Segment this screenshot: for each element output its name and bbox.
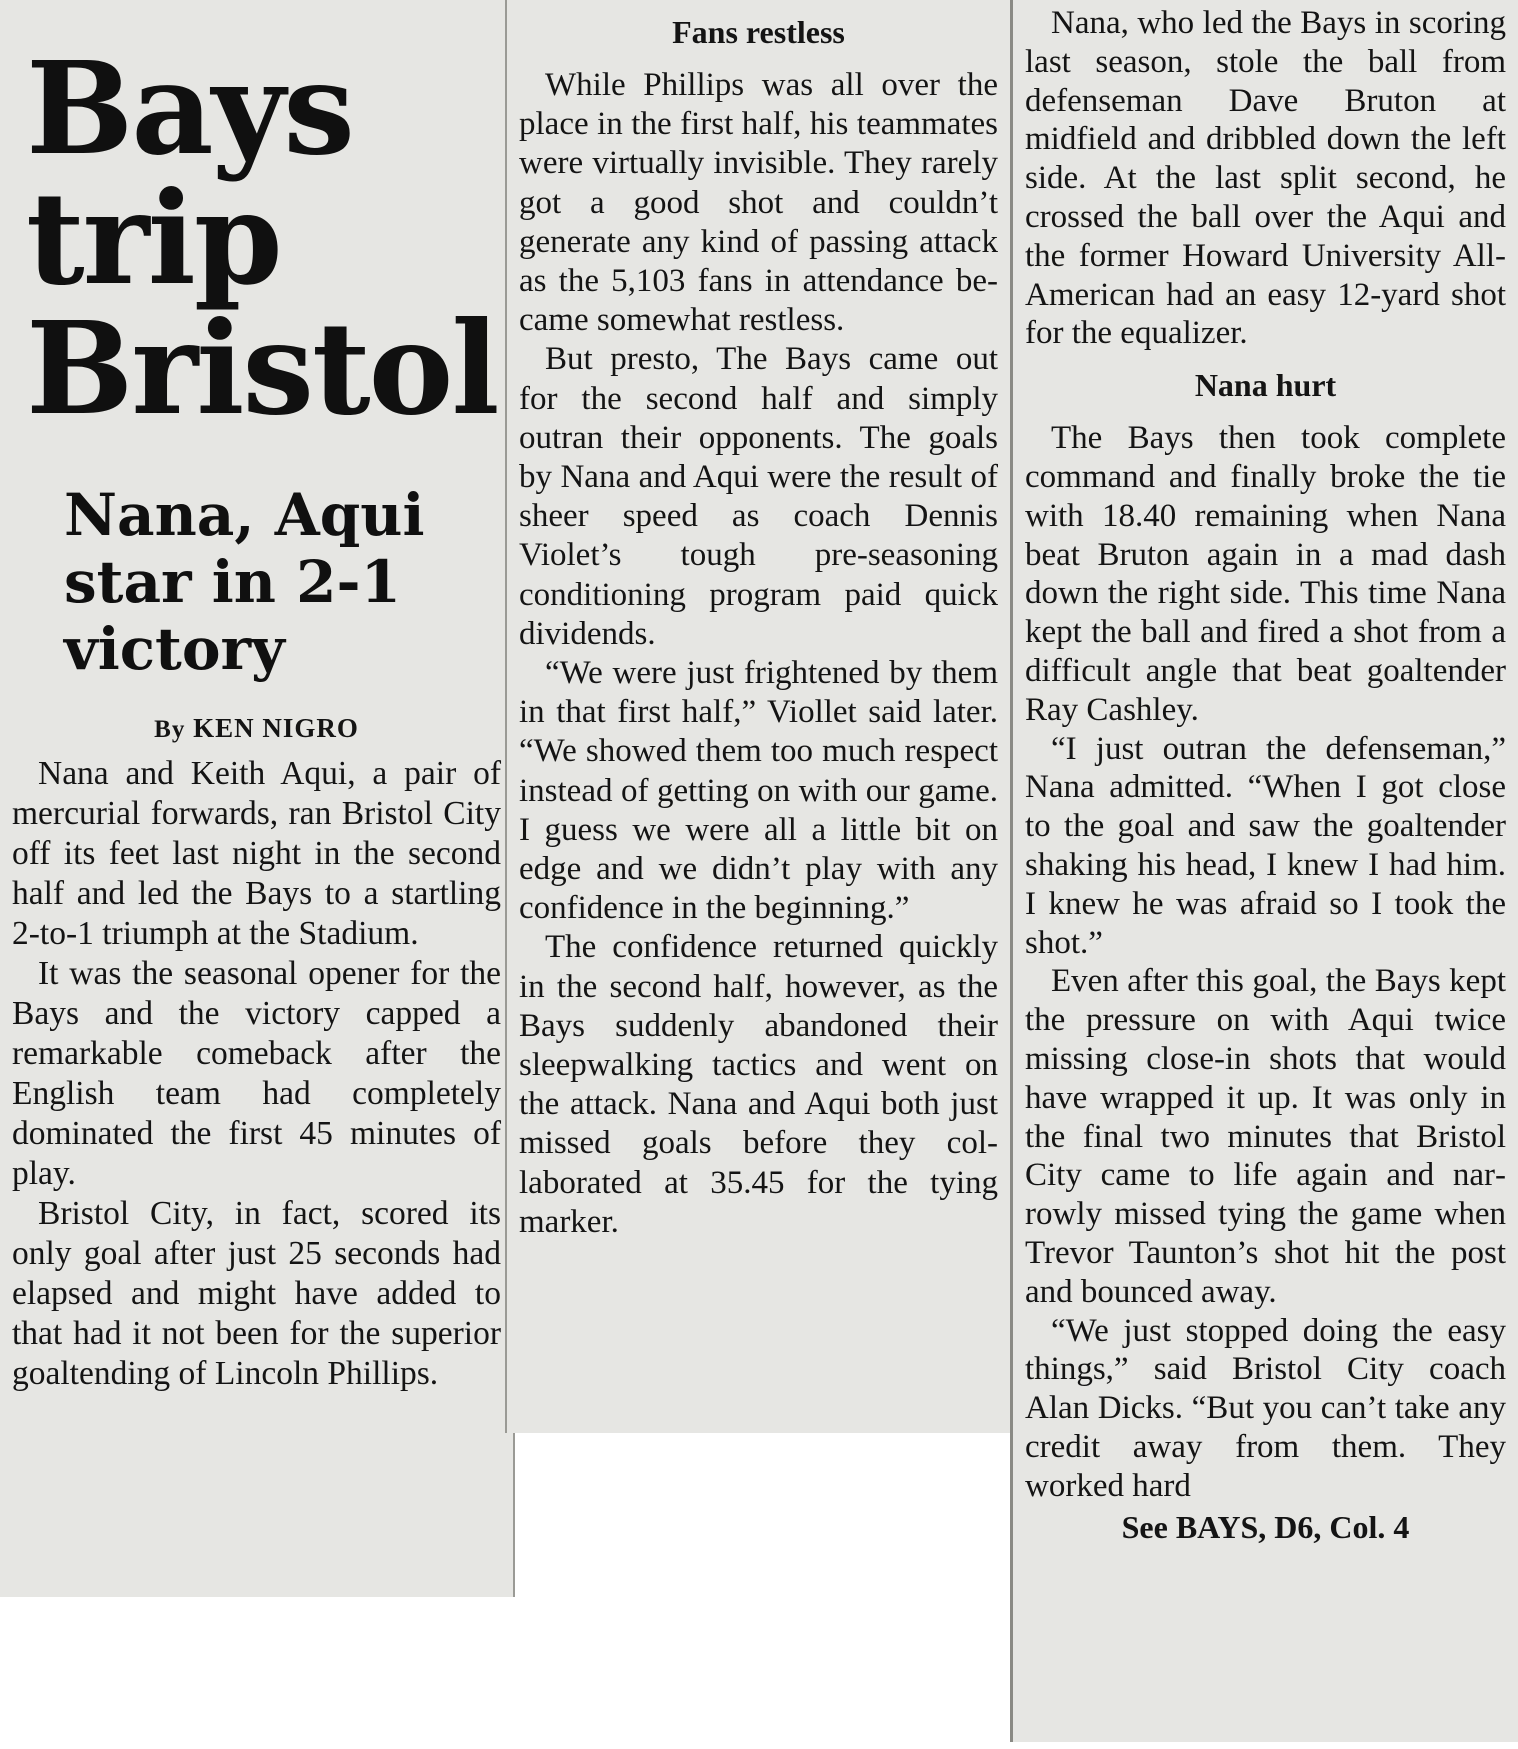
paragraph: “We just stopped doing the easy things,” said Bristol City coach Alan Dicks. “But you can’t take any credit away from them. They worked hard [1025,1312,1506,1504]
subhead-fans-restless: Fans restless [672,14,845,50]
paragraph: “We were just frightened by them in that first half,” Viollet said later. “We showed them too much respect instead of getting on with our game. I guess we were all a little bit on edge and we didn’t play with any confidence in the beginning.” [519,655,998,927]
subhead-nana-hurt: Nana hurt [1194,367,1337,404]
deck-line-3: victory [64,615,285,683]
article-column-2 [505,0,1010,1433]
paragraph: While Phillips was all over the place in the first half, his teammates were virtually invisible. They rarely got a good shot and couldn’t generate any kind of passing attack as the 5,103 fans in attendance became somewhat restless. [519,67,998,339]
paragraph: Nana and Keith Aqui, a pair of mercurial forwards, ran Bristol City off its feet last night in the second half and led the Bays to a startling 2-to-1 triumph at the Stadium. [12,755,501,952]
deck-line-1: Nana, Aqui [64,481,425,549]
article-column-1 [0,0,515,1597]
headline-line-3: Bristol [26,294,498,443]
paragraph: But presto, The Bays came out for the second half and simply outran their opponents. The goals by Nana and Aqui were the result of sheer speed as coach Dennis Violet’s tough pre-seasoning conditioning program paid quick dividends. [519,341,998,652]
paragraph: Bristol City, in fact, scored its only goal after just 25 seconds had elapsed and might have added to that had it not been for the superior goaltending of Lincoln Phillips. [12,1195,501,1392]
deck-headline [64,482,501,683]
headline [26,34,501,443]
byline-author: KEN NIGRO [193,713,359,743]
jump-line[interactable]: See BAYS, D6, Col. 4 [1121,1509,1410,1546]
paragraph: Even after this goal, the Bays kept the pressure on with Aqui twice missing close-in shots that would have wrapped it up. It was only in the final two minutes that Bristol City came to life again and narrowly missed tying the game when Trevor Taunton’s shot hit the post and bounced away. [1025,963,1506,1310]
column-2-body [519,66,998,1242]
paragraph: It was the seasonal opener for the Bays and the victory capped a remarkable comeback after the English team had completely dominated the first 45 minutes of play. [12,955,501,1192]
column-3-body-bottom [1025,419,1506,1505]
headline-line-2: trip [26,164,281,313]
paragraph: “I just outran the defenseman,” Nana admitted. “When I got close to the goal and saw the goaltender shaking his head, I knew I had him. I knew he was afraid so I took the shot.” [1025,730,1506,961]
headline-line-1: Bays [26,34,353,183]
column-1-body [12,754,501,1394]
paragraph: The confidence returned quickly in the second half, however, as the Bays suddenly abandoned their sleepwalking tactics and went on the attack. Nana and Aqui both just missed goals before they collaborated at 35.45 for the tying marker. [519,929,998,1240]
article-column-3 [1010,0,1518,1742]
paragraph: The Bays then took complete command and finally broke the tie with 18.40 remaining when Nana beat Bruton again in a mad dash down the right side. This time Nana kept the ball and fired a shot from a difficult angle that beat goaltender Ray Cashley. [1025,420,1506,728]
byline-by: By [154,716,186,743]
byline [12,713,501,744]
deck-line-2: star in 2-1 [64,548,401,616]
column-3-body-top [1025,4,1506,353]
paragraph: Nana, who led the Bays in scoring last season, stole the ball from defenseman Dave Bruton at midfield and dribbled down the left side. At the last split second, he crossed the ball over the Aqui and the former Howard University All-American had an easy 12-yard shot for the equalizer. [1025,5,1506,352]
